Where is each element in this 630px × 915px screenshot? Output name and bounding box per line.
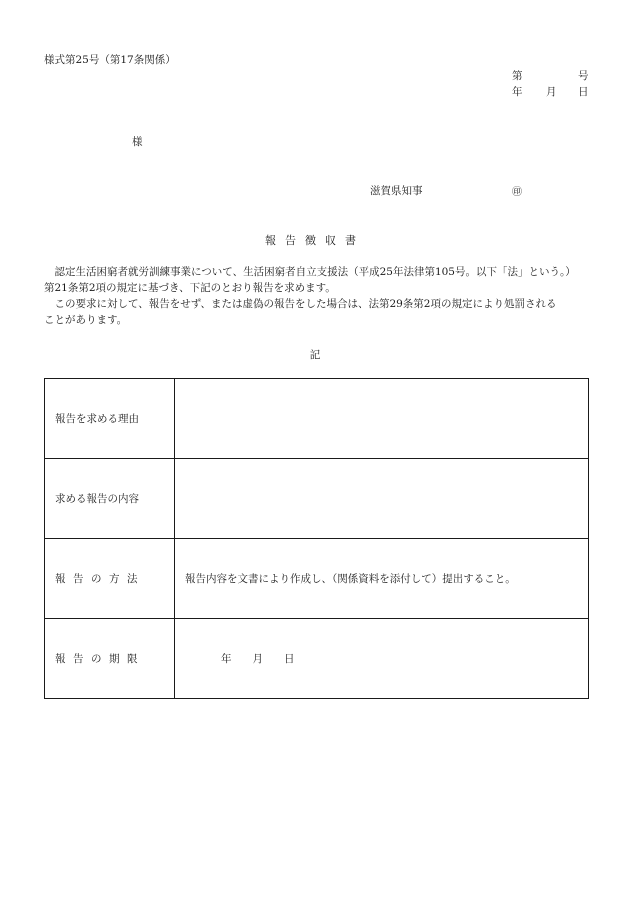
row-label: 求める報告の内容 — [45, 459, 175, 539]
body-paragraph-2-line-2: ことがあります。 — [44, 314, 128, 326]
row-label: 報告の期限 — [45, 619, 175, 699]
addressee: 様 — [132, 136, 143, 148]
number-prefix: 第 — [512, 70, 523, 82]
ki-heading: 記 — [309, 349, 321, 361]
row-value — [175, 379, 589, 459]
body-paragraph-1-line-1: 認定生活困窮者就労訓練事業について、生活困窮者自立支援法（平成25年法律第105号。以下「法」という。） — [54, 266, 576, 278]
table-row — [45, 619, 589, 699]
row-label: 報告を求める理由 — [45, 379, 175, 459]
body-paragraph-2-line-1: この要求に対して、報告をせず、または虚偽の報告をした場合は、法第29条第2項の規定により処罰される — [54, 298, 557, 310]
date-day: 日 — [578, 86, 589, 98]
row-label: 報告の方法 — [45, 539, 175, 619]
table-row — [45, 379, 589, 459]
report-table — [44, 378, 589, 699]
table-row — [45, 539, 589, 619]
document-title: 報告徴収書 — [265, 234, 365, 247]
form-code: 様式第25号（第17条関係） — [44, 54, 176, 66]
table-row — [45, 459, 589, 539]
seal-mark: ㊞ — [512, 187, 522, 198]
date-month: 月 — [546, 86, 557, 98]
sender: 滋賀県知事 — [370, 185, 423, 197]
number-suffix: 号 — [578, 70, 589, 82]
row-value: 年 月 日 — [175, 619, 589, 699]
body-paragraph-1-line-2: 第21条第2項の規定に基づき、下記のとおり報告を求めます。 — [44, 282, 336, 294]
row-value — [175, 459, 589, 539]
date-year: 年 — [512, 86, 523, 98]
row-value: 報告内容を文書により作成し、（関係資料を添付して）提出すること。 — [175, 539, 589, 619]
body-text — [44, 264, 600, 328]
